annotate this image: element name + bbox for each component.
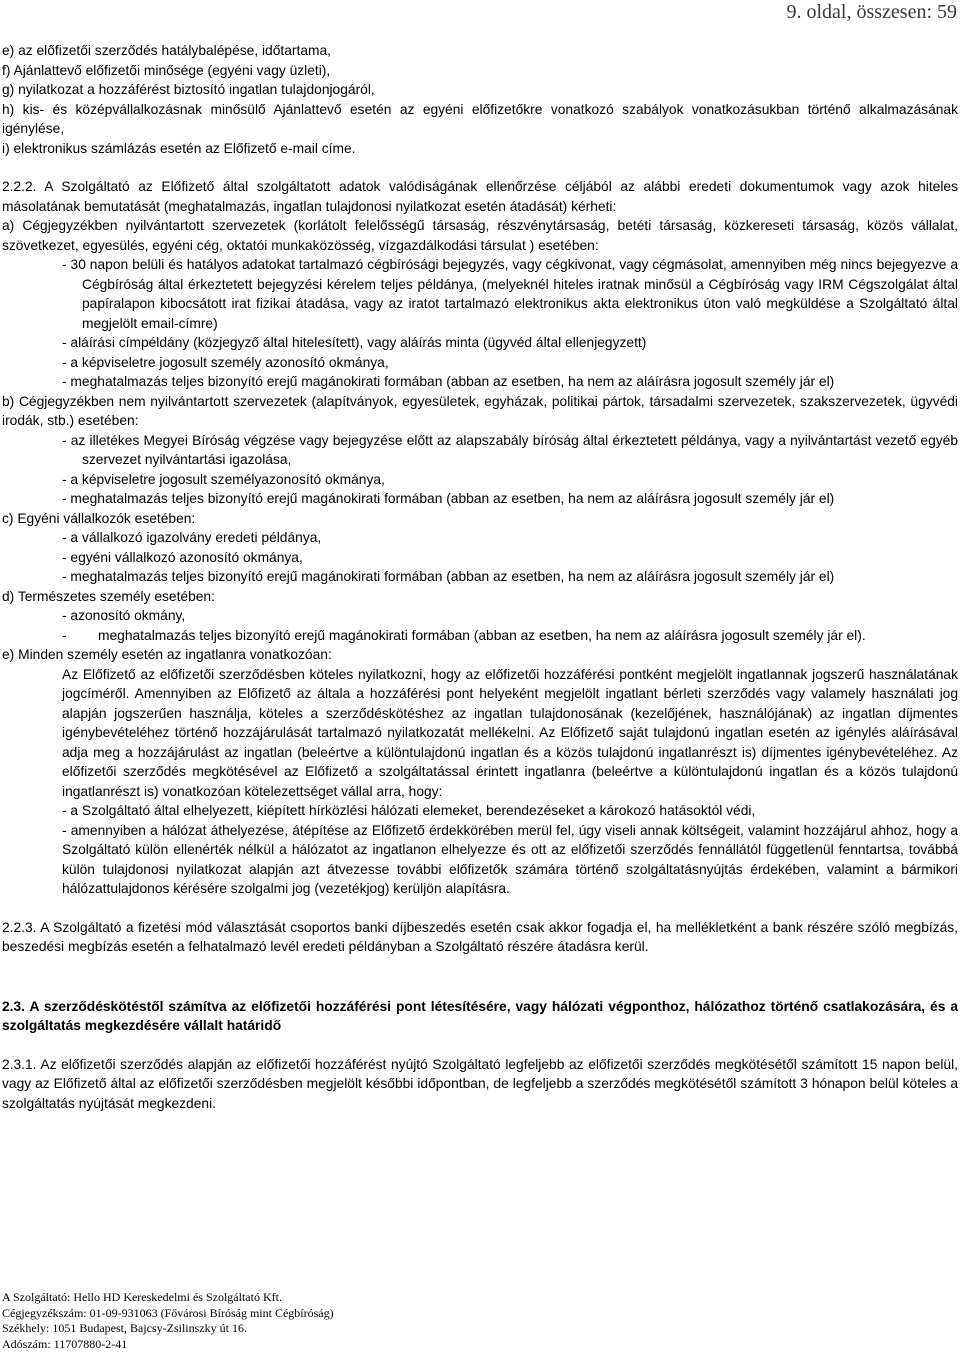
- footer-company-name: A Szolgáltató: Hello HD Kereskedelmi és Szolgáltató Kft.: [2, 1290, 282, 1304]
- subsection-a-item: - aláírási címpéldány (közjegyző által hitelesített), vagy aláírás minta (ügyvéd által ellenjegyzett): [62, 335, 647, 350]
- subsection-c-title: c) Egyéni vállalkozók esetében:: [2, 510, 196, 526]
- subsection-d-item: - azonosító okmány,: [62, 608, 186, 623]
- list-item-h: h) kis- és középvállalkozásnak minősülő Ajánlattevő esetén az egyéni előfizetőkre vonatkozó szabályok vonatkozásukban történő alkalmazásának igénylése,: [2, 101, 958, 136]
- dash-marker: -: [62, 627, 67, 643]
- subsection-b-item: - meghatalmazás teljes bizonyító erejű magánokirati formában (abban az esetben, ha nem az aláírásra jogosult személy jár el): [62, 491, 835, 506]
- footer-tax-number: Adószám: 11707880-2-41: [2, 1336, 128, 1351]
- subsection-a-title: a) Cégjegyzékben nyilvántartott szervezetek (korlátolt felelősségű társaság, részvénytársaság, betéti társaság, közkereseti társaság, közös vállalat, szövetkezet, egyesülés, egyéni cég, oktatói munkaközösség, vízgazdálkodási társulat ) esetében:: [2, 218, 958, 253]
- section-2-2-2-intro: 2.2.2. A Szolgáltató az Előfizető által szolgáltatott adatok valódiságának ellenőrzése céljából az alábbi eredeti dokumentumok vagy azok hiteles másolatának bemutatását (meghatalmazás, ingatlan tulajdonosi nyilatkozat esetén átadását) kérheti:: [2, 179, 958, 214]
- list-item-f: f) Ajánlattevő előfizetői minősége (egyéni vagy üzleti),: [2, 62, 331, 78]
- list-item-i: i) elektronikus számlázás esetén az Előfizető e-mail címe.: [2, 140, 356, 156]
- subsection-a-item: - 30 napon belüli és hatályos adatokat tartalmazó cégbírósági bejegyzés, vagy cégkivonat, vagy cégmásolat, amennyiben még nincs bejegyezve a Cégbíróság által érkeztetett bejegyzési kérelem teljes példánya, (melyeknél hiteles iratnak minősül a Cégbíróság vagy IRM Cégszolgálat által papíralapon kibocsátott irat fizikai átadása, vagy az iratot tartalmazó elektronikus akta elektronikus úton való megküldése a Szolgáltató által megjelölt email-címre): [62, 257, 958, 331]
- section-2-2-3: 2.2.3. A Szolgáltató a fizetési mód választását csoportos banki díjbeszedés esetén csak akkor fogadja el, ha mellékletként a bank részére szóló megbízás, beszedési megbízás esetén a felhatalmazó levél eredeti példányban a Szolgáltató részére átadásra kerül.: [2, 919, 958, 954]
- subsection-a-item: - a képviseletre jogosult személy azonosító okmánya,: [62, 354, 389, 370]
- document-body: [2, 41, 958, 1113]
- footer-registration-number: Cégjegyzékszám: 01-09-931063 (Fővárosi Bíróság mint Cégbíróság): [2, 1305, 334, 1320]
- subsection-c-item: - meghatalmazás teljes bizonyító erejű magánokirati formában (abban az esetben, ha nem az aláírásra jogosult személy jár el): [62, 569, 835, 584]
- subsection-b-title: b) Cégjegyzékben nem nyilvántartott szervezetek (alapítványok, egyesületek, egyházak, politikai pártok, társadalmi szervezetek, szakszervezetek, ügyvédi irodák, stb.) esetében:: [2, 393, 958, 428]
- subsection-e-item: - a Szolgáltató által elhelyezett, kiépített hírközlési hálózati elemeket, berendezéseket a károkozó hatásoktól védi,: [62, 803, 756, 818]
- footer-headquarters: Székhely: 1051 Budapest, Bajcsy-Zsilinszky út 16.: [2, 1321, 247, 1335]
- subsection-a-item: - meghatalmazás teljes bizonyító erejű magánokirati formában (abban az esetben, ha nem az aláírásra jogosult személy jár el): [62, 374, 835, 389]
- company-footer: [2, 1290, 334, 1352]
- section-2-3-heading: 2.3. A szerződéskötéstől számítva az előfizetői hozzáférési pont létesítésére, vagy hálózati végponthoz, hálózathoz történő csatlakozására, és a szolgáltatás megkezdésére vállalt határidő: [2, 998, 958, 1033]
- section-2-3-1: 2.3.1. Az előfizetői szerződés alapján az előfizetői hozzáférést nyújtó Szolgáltató legfeljebb az előfizetői szerződés megkötésétől számított 15 napon belül, vagy az Előfizető által az előfizetői szerződésben megjelölt későbbi időpontban, de legfeljebb a szerződés megkötésétől számított 3 hónapon belül köteles a szolgáltatás nyújtását megkezdeni.: [2, 1056, 958, 1111]
- page-number-header: 9. oldal, összesen: 59: [786, 1, 957, 23]
- subsection-e-text: Az Előfizető az előfizetői szerződésben köteles nyilatkozni, hogy az előfizetői hozzáférési pontként megjelölt ingatlannak jogszerű használatának jogcíméről. Amennyiben az Előfizető az általa a hozzáférési pont helyeként megjelölt ingatlant bérleti szerződés vagy valamely használati jog alapján jogszerűen használja, köteles a szerződéskötéshez az ingatlan tulajdonosának (kezelőjének, használójának) az ingatlan díjmentes igénybevételéhez történő hozzájárulását tartalmazó nyilatkozatát mellékelni. Az Előfizető saját tulajdonú ingatlan esetén az igénylés aláírásával adja meg a hozzájárulást az ingatlan (beleértve a különtulajdonú ingatlan és a közös tulajdonú ingatlanrészt is) díjmentes igénybevételéhez. Az előfizetői szerződés megkötésével az Előfizető a szolgáltatással érintett ingatlanra (beleértve a különtulajdonú ingatlan és a közös tulajdonú ingatlanrészt is) vonatkozóan kötelezettséget vállal arra, hogy:: [62, 666, 958, 799]
- subsection-d-item-text: meghatalmazás teljes bizonyító erejű magánokirati formában (abban az esetben, ha nem az aláírásra jogosult személy jár el).: [98, 627, 866, 643]
- subsection-e-title: e) Minden személy esetén az ingatlanra vonatkozóan:: [2, 647, 332, 662]
- subsection-b-item: - az illetékes Megyei Bíróság végzése vagy bejegyzése előtt az alapszabály bíróság által érkeztetett példánya, vagy a nyilvántartást vezető egyéb szervezet nyilvántartási igazolása,: [62, 432, 958, 467]
- subsection-c-item: - egyéni vállalkozó azonosító okmánya,: [62, 549, 303, 565]
- subsection-d-title: d) Természetes személy esetében:: [2, 588, 215, 604]
- subsection-b-item: - a képviseletre jogosult személyazonosító okmánya,: [62, 471, 385, 487]
- subsection-c-item: - a vállalkozó igazolvány eredeti példánya,: [62, 530, 322, 545]
- subsection-d-item: [2, 626, 958, 646]
- list-item-e: e) az előfizetői szerződés hatálybalépése, időtartama,: [2, 43, 332, 58]
- subsection-e-item: - amennyiben a hálózat áthelyezése, átépítése az Előfizető érdekkörében merül fel, úgy viseli annak költségeit, valamint hozzájárul ahhoz, hogy a Szolgáltató külön ellenérték nélkül a hálózatot az ingatlanon elhelyezze és ott az előfizetői szerződés fennállától függetlenül fenntartsa, továbbá külön tulajdonosi nyilatkozat alapján azt átvezesse további előfizetők számára történő szolgáltatásnyújtás érdekében, valamint a bármikori hálózattulajdonos kérésére szolgalmi jog (vezetékjog) kerüljön alapításra.: [62, 822, 958, 896]
- list-item-g: g) nyilatkozat a hozzáférést biztosító ingatlan tulajdonjogáról,: [2, 82, 375, 97]
